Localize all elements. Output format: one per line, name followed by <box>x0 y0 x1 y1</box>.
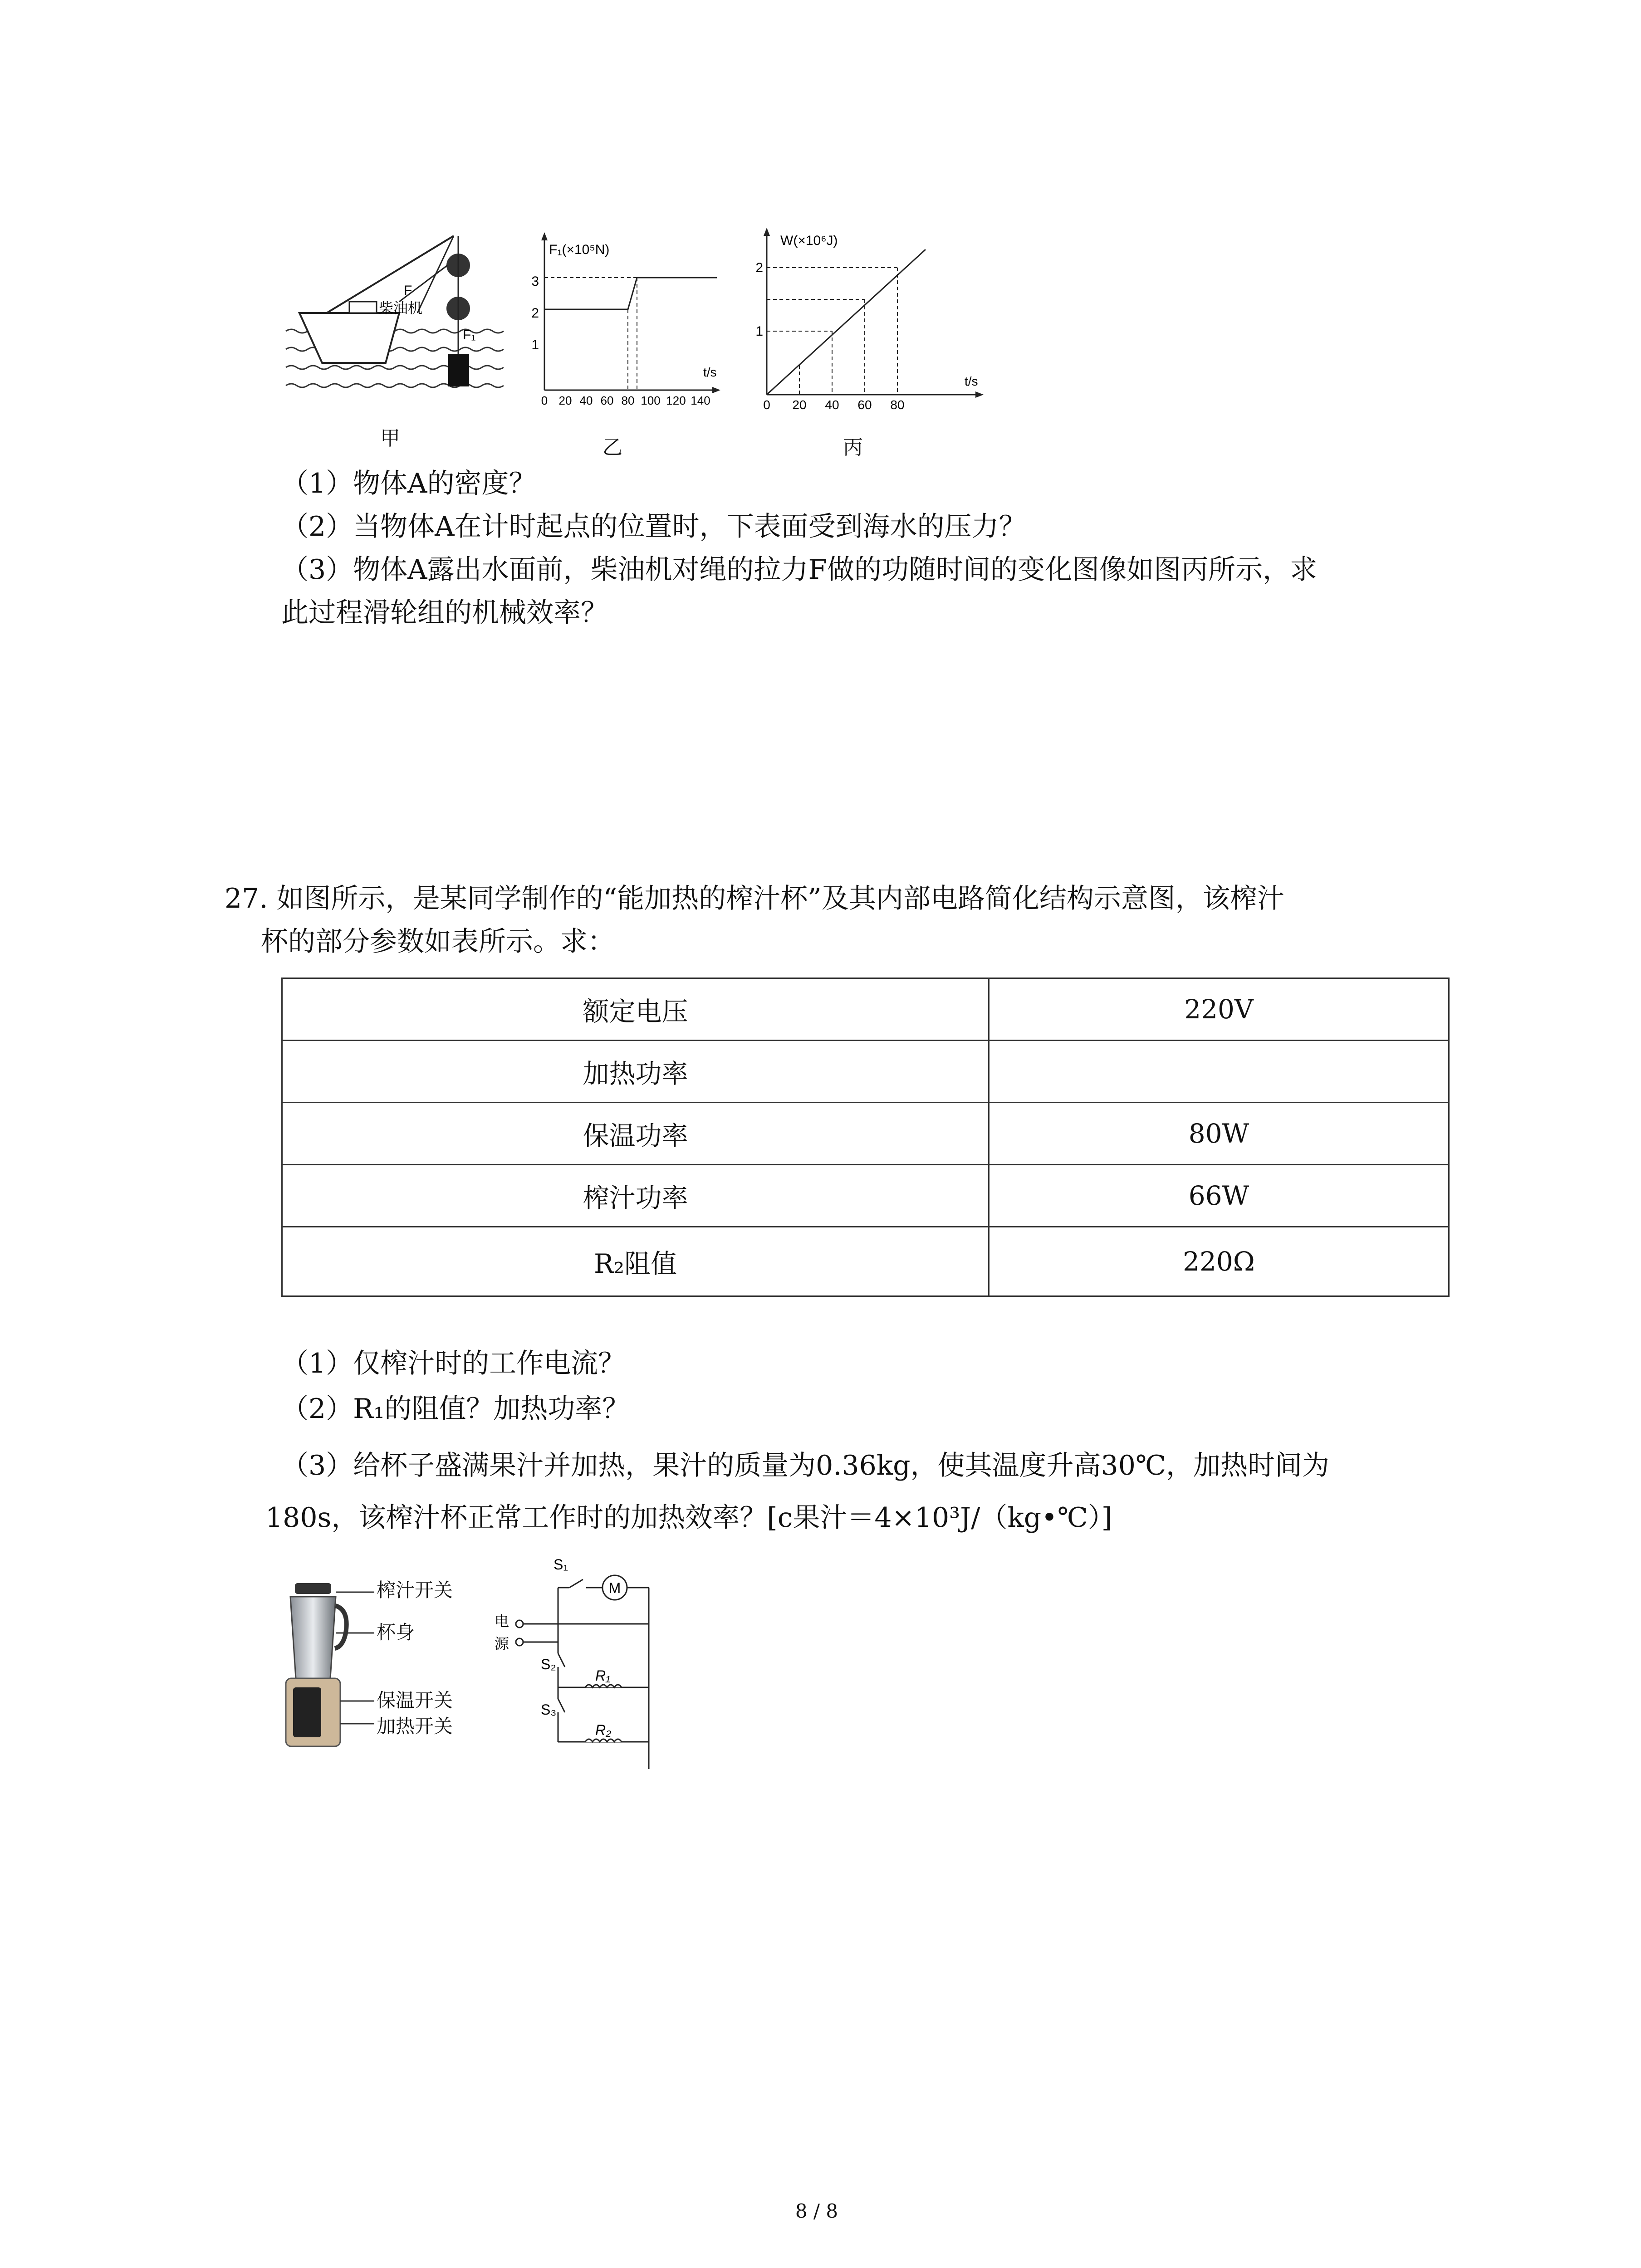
bing-x-tick: 40 <box>825 398 839 412</box>
device-label-juice-switch: 榨汁开关 <box>377 1579 453 1601</box>
yi-y-tick-1: 1 <box>531 337 539 352</box>
yi-y-axis-label: F₁(×10⁵N) <box>549 242 610 257</box>
circuit-diagram <box>485 1551 667 1769</box>
juicer-cup <box>290 1597 336 1678</box>
yi-x-tick: 80 <box>621 394 635 407</box>
device-label-warm-switch: 保温开关 <box>377 1689 453 1711</box>
table-cell: 66W <box>989 1165 1449 1227</box>
force-label: F <box>404 283 412 298</box>
table-cell <box>989 1041 1449 1103</box>
bing-y-axis-label: W(×10⁶J) <box>780 233 838 248</box>
s2-label: S₂ <box>541 1656 556 1672</box>
q26-part-3-cont: 此过程滑轮组的机械效率？ <box>281 597 608 629</box>
yi-x-tick: 100 <box>641 394 661 407</box>
bing-x-tick: 20 <box>792 398 807 412</box>
power-terminal <box>516 1638 523 1646</box>
table-cell: 保温功率 <box>282 1103 989 1165</box>
rope-force-label: F₁ <box>463 327 476 342</box>
bing-y-tick-2: 2 <box>755 260 763 275</box>
q27-intro-line1: 27. 如图所示，是某同学制作的“能加热的榨汁杯”及其内部电路简化结构示意图，该榨汁 <box>225 883 1284 914</box>
bing-work-line <box>767 249 926 395</box>
q26-part-1: （1）物体A的密度？ <box>281 468 536 499</box>
yi-x-tick: 120 <box>666 394 686 407</box>
yi-force-curve <box>544 278 717 309</box>
table-row <box>282 978 1449 1041</box>
r2-label: R₂ <box>595 1722 612 1738</box>
motor-label: M <box>608 1580 621 1596</box>
yi-x-axis-label: t/s <box>703 365 717 379</box>
q27-part-3-cont: 180s，该榨汁杯正常工作时的加热效率？[c果汁＝4×10³J/（kg•℃）] <box>265 1502 1112 1534</box>
table-cell: R₂阻值 <box>282 1227 989 1296</box>
bing-y-tick-1: 1 <box>755 324 763 339</box>
boat <box>299 313 399 363</box>
bing-x-tick: 0 <box>763 398 770 412</box>
r1-label: R₁ <box>595 1667 611 1684</box>
figure-bing <box>753 222 989 413</box>
yi-x-tick: 0 <box>541 394 548 407</box>
yi-x-tick: 20 <box>558 394 572 407</box>
yi-x-tick: 140 <box>691 394 710 407</box>
yi-y-tick-2: 2 <box>531 306 539 321</box>
r1-resistor <box>585 1685 622 1687</box>
figure-yi-label: 乙 <box>603 436 622 459</box>
table-cell: 220V <box>989 978 1449 1041</box>
yi-x-tick: 40 <box>579 394 593 407</box>
q27-part-1: （1）仅榨汁时的工作电流？ <box>281 1348 626 1379</box>
table-row <box>282 1165 1449 1227</box>
q27-intro-line2: 杯的部分参数如表所示。求： <box>261 926 615 958</box>
table-cell: 80W <box>989 1103 1449 1165</box>
power-terminal <box>516 1620 523 1628</box>
yi-x-tick: 60 <box>600 394 614 407</box>
power-label-2: 源 <box>495 1636 509 1652</box>
device-label-cup-body: 杯身 <box>377 1621 415 1643</box>
yi-y-tick-3: 3 <box>531 274 539 289</box>
parameters-table <box>281 978 1450 1297</box>
figure-bing-label: 丙 <box>843 436 863 459</box>
s3-label: S₃ <box>541 1701 557 1718</box>
table-cell: 榨汁功率 <box>282 1165 989 1227</box>
table-cell: 额定电压 <box>282 978 989 1041</box>
juicer-lid <box>295 1583 331 1594</box>
q26-part-3: （3）物体A露出水面前，柴油机对绳的拉力F做的功随时间的变化图像如图丙所示，求 <box>281 554 1318 586</box>
object-a <box>448 354 469 386</box>
q27-part-2: （2）R₁的阻值？加热功率？ <box>281 1393 630 1425</box>
power-label-1: 电 <box>495 1613 509 1629</box>
table-row <box>282 1103 1449 1165</box>
device-label-heat-switch: 加热开关 <box>377 1715 453 1737</box>
q27-part-3: （3）给杯子盛满果汁并加热，果汁的质量为0.36kg，使其温度升高30℃，加热时间为 <box>281 1450 1329 1481</box>
engine-label: 柴油机 <box>379 300 423 316</box>
bing-x-tick: 80 <box>890 398 905 412</box>
table-cell: 220Ω <box>989 1227 1449 1296</box>
page-number: 8 / 8 <box>795 2200 838 2222</box>
figure-jia <box>281 218 535 408</box>
bing-x-tick: 60 <box>857 398 872 412</box>
bing-x-axis-label: t/s <box>965 374 978 388</box>
table-cell: 加热功率 <box>282 1041 989 1103</box>
engine-box <box>349 302 377 313</box>
table-row <box>282 1227 1449 1296</box>
r2-resistor <box>585 1739 622 1742</box>
figure-yi <box>526 227 726 408</box>
table-row <box>282 1041 1449 1103</box>
figure-jia-label: 甲 <box>380 427 400 450</box>
s1-label: S₁ <box>554 1556 568 1573</box>
q26-part-2: （2）当物体A在计时起点的位置时，下表面受到海水的压力？ <box>281 511 1026 543</box>
